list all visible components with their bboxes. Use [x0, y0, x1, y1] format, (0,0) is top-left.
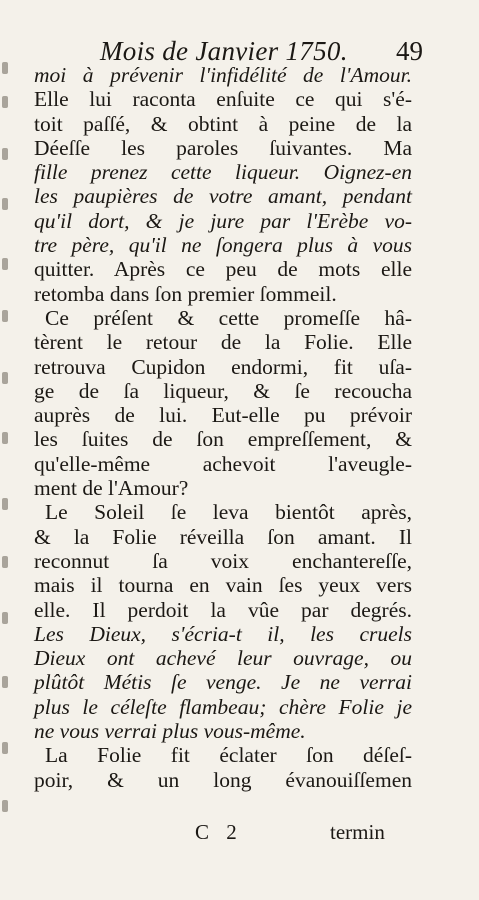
gutter-shadow — [0, 0, 16, 900]
text-line: ment de l'Amour? — [34, 476, 189, 501]
text-line: tèrent le retour de la Folie. Elle — [34, 330, 412, 355]
text-line: tre père, qu'il ne ſongera plus à vous — [34, 233, 412, 258]
text-line: retomba dans ſon premier ſommeil. — [34, 281, 337, 306]
text-line: Le Soleil ſe leva bientôt après, — [45, 500, 412, 525]
text-line: auprès de lui. Eut-elle pu prévoir — [34, 403, 412, 428]
text-line: quitter. Après ce peu de mots elle — [34, 257, 412, 282]
text-line: moi à prévenir l'infidélité de l'Amour. — [34, 63, 412, 87]
text-line: Ce préſent & cette promeſſe hâ- — [45, 305, 412, 330]
text-line: fille prenez cette liqueur. Oignez-en — [34, 160, 412, 185]
text-line: elle. Il perdoit la vûe par degrés. — [34, 597, 412, 622]
text-block — [34, 63, 412, 792]
signature-mark: C 2 — [195, 820, 243, 844]
text-line: Elle lui raconta enſuite ce qui s'é- — [34, 87, 412, 112]
text-line: ge de ſa liqueur, & ſe recoucha — [34, 378, 412, 403]
catchword: termin — [330, 820, 385, 844]
page-footer — [0, 820, 479, 850]
text-line: les paupières de votre amant, pendant — [34, 184, 412, 209]
page-number: 49 — [396, 36, 423, 66]
text-line: La Folie fit éclater ſon déſeſ- — [45, 743, 412, 768]
text-line: plus le céleſte flambeau; chère Folie je — [34, 694, 412, 719]
running-head: Mois de Janvier 1750. — [100, 36, 348, 66]
text-line: poir, & un long évanouiſſemen — [34, 767, 412, 792]
text-line: toit paſſé, & obtint à peine de la — [34, 111, 412, 136]
text-line: & la Folie réveilla ſon amant. Il — [34, 524, 412, 549]
text-line: Déeſſe les paroles ſuivantes. Ma — [34, 135, 412, 160]
text-line: qu'il dort, & je jure par l'Erèbe vo- — [34, 208, 412, 233]
text-line: reconnut ſa voix enchantereſſe, — [34, 548, 412, 573]
text-line: Les Dieux, s'écria-t il, les cruels — [34, 621, 412, 646]
text-line: Dieux ont achevé leur ouvrage, ou — [34, 646, 412, 671]
text-line: les ſuites de ſon empreſſement, & — [34, 427, 412, 452]
text-line: retrouva Cupidon endormi, fit uſa- — [34, 354, 412, 379]
text-line: plûtôt Métis ſe venge. Je ne verrai — [34, 670, 412, 695]
text-line: qu'elle-même achevoit l'aveugle- — [34, 451, 412, 476]
text-line: ne vous verrai plus vous-même. — [34, 719, 306, 744]
text-line: mais il tourna en vain ſes yeux vers — [34, 573, 412, 598]
